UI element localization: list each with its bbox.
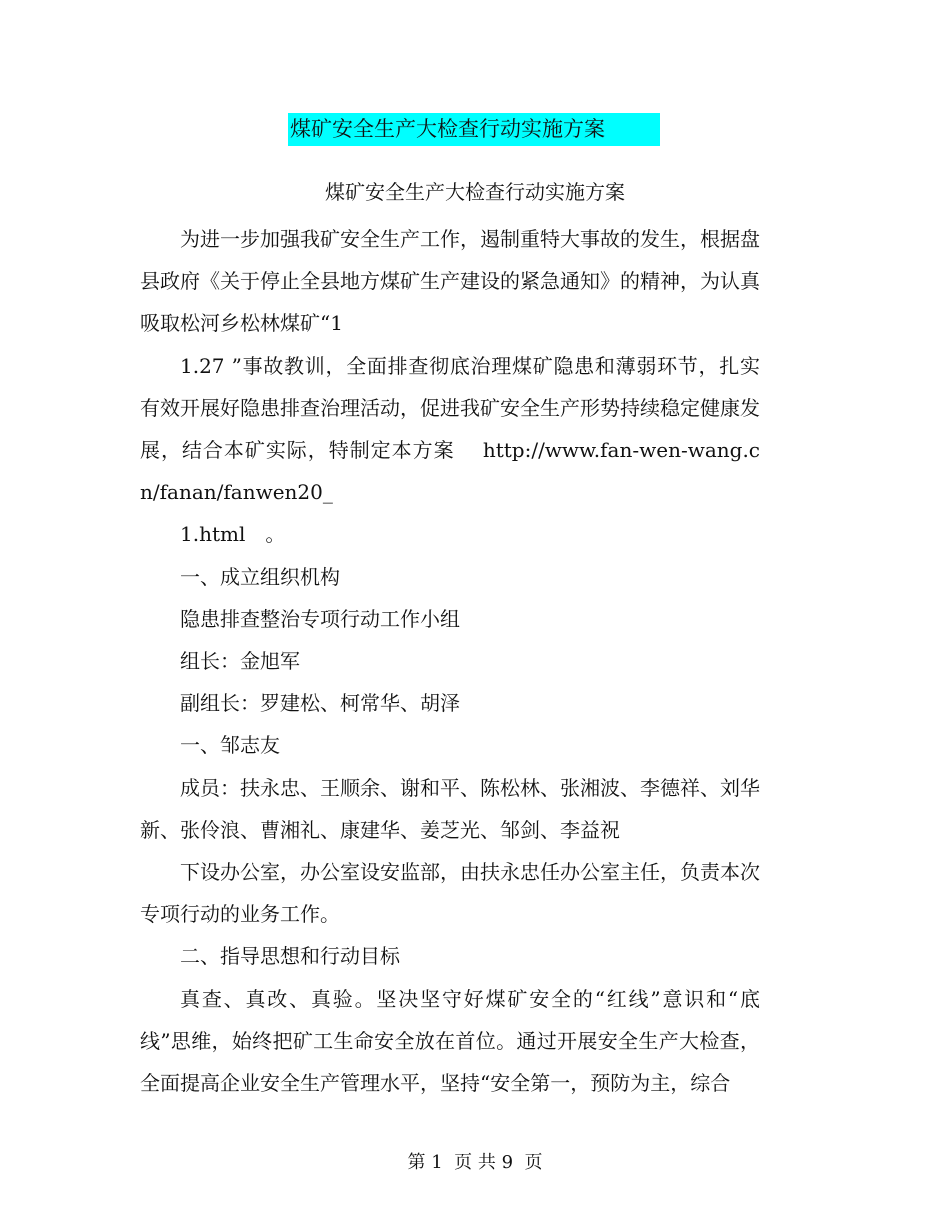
paragraph: 为进一步加强我矿安全生产工作，遏制重特大事故的发生，根据盘县政府《关于停止全县地方煤矿生产建设的紧急通知》的精神，为认真吸取松河乡松林煤矿“1 bbox=[140, 227, 760, 336]
paragraph: 下设办公室，办公室设安监部，由扶永忠任办公室主任，负责本次专项行动的业务工作。 bbox=[140, 860, 760, 927]
paragraph: 隐患排查整治专项行动工作小组 bbox=[180, 606, 460, 631]
document-title: 煤矿安全生产大检查行动实施方案 bbox=[288, 113, 660, 146]
paragraph: 1.27 ”事故教训，全面排查彻底治理煤矿隐患和薄弱环节，扎实有效开展好隐患排查治理活动，促进我矿安全生产形势持续稳定健康发展，结合本矿实际，特制定本方案 http://www.fan-wen-wang.cn/fanan/fanwen20_ bbox=[140, 353, 760, 505]
paragraph: 一、邹志友 bbox=[180, 733, 280, 758]
document-body bbox=[140, 218, 760, 1104]
paragraph: 1.html 。 bbox=[180, 522, 286, 547]
document-subtitle: 煤矿安全生产大检查行动实施方案 bbox=[325, 180, 625, 204]
paragraph: 真查、真改、真验。坚决坚守好煤矿安全的“红线”意识和“底线”思维，始终把矿工生命安全放在首位。通过开展安全生产大检查，全面提高企业安全生产管理水平，坚持“安全第一，预防为主，综合 bbox=[140, 986, 760, 1096]
paragraph: 成员：扶永忠、王顺余、谢和平、陈松林、张湘波、李德祥、刘华新、张伶浪、曹湘礼、康建华、姜芝光、邹剑、李益祝 bbox=[140, 775, 760, 842]
section-heading: 二、指导思想和行动目标 bbox=[180, 944, 400, 969]
section-heading: 一、成立组织机构 bbox=[180, 564, 340, 589]
paragraph: 组长：金旭军 bbox=[180, 649, 300, 674]
page-footer: 第 1 页 共 9 页 bbox=[407, 1152, 543, 1173]
paragraph: 副组长：罗建松、柯常华、胡泽 bbox=[180, 691, 460, 716]
